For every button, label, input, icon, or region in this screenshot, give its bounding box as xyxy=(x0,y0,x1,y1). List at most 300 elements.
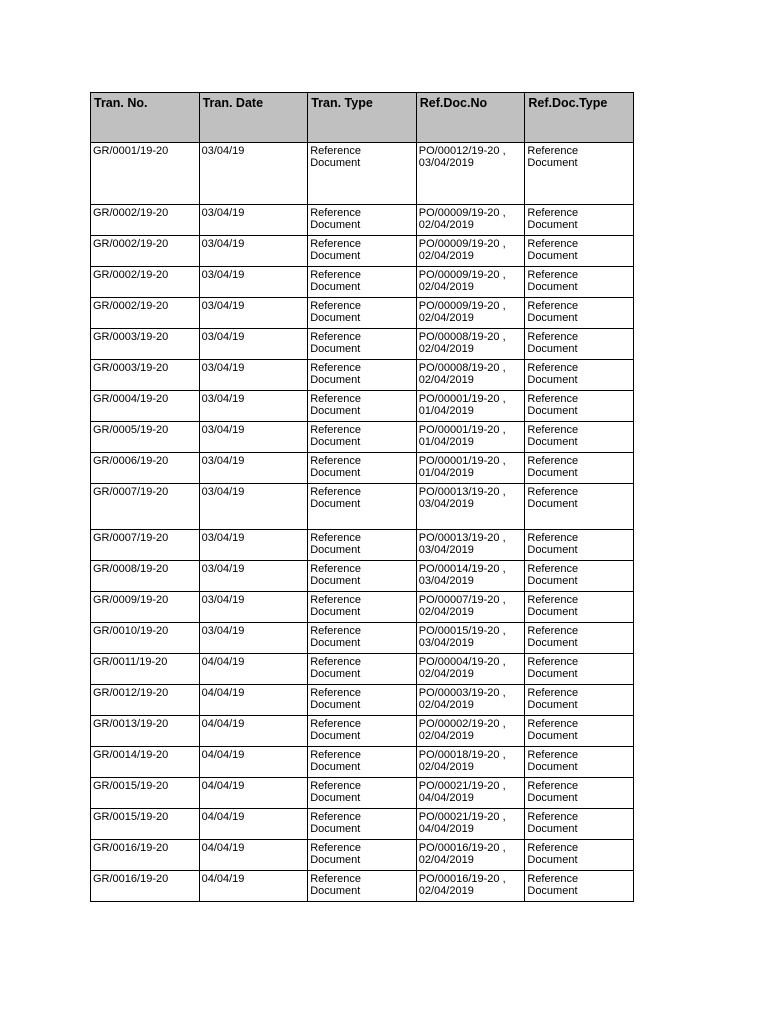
ref-doc-type-line-2: Document xyxy=(527,885,578,898)
ref-doc-no-line-1: PO/00021/19-20 , xyxy=(418,780,506,792)
tran-type-line-2: Document xyxy=(310,157,361,170)
tran-date-text: 03/04/19 xyxy=(201,563,245,575)
cell-tran-no xyxy=(91,840,200,871)
tran-type-line-1: Reference xyxy=(310,718,361,730)
tran-no-text: GR/0003/19-20 xyxy=(93,362,169,374)
table-row xyxy=(91,453,634,484)
table-row xyxy=(91,298,634,329)
tran-date-text: 04/04/19 xyxy=(201,687,245,699)
ref-doc-no-line-2: 02/04/2019 xyxy=(418,343,474,356)
cell-tran-type xyxy=(308,716,417,747)
cell-tran-type xyxy=(308,453,417,484)
ref-doc-type-line-1: Reference xyxy=(527,145,579,157)
cell-ref-doc-no xyxy=(416,716,525,747)
cell-tran-type xyxy=(308,778,417,809)
ref-doc-no-line-2: 02/04/2019 xyxy=(418,374,474,387)
table-row xyxy=(91,592,634,623)
tran-type-line-2: Document xyxy=(310,312,361,325)
ref-doc-no-line-1: PO/00009/19-20 , xyxy=(418,207,506,219)
ref-doc-type-line-2: Document xyxy=(527,405,578,418)
cell-ref-doc-type xyxy=(525,391,634,422)
ref-doc-no-line-1: PO/00014/19-20 , xyxy=(418,563,506,575)
tran-no-text: GR/0015/19-20 xyxy=(93,811,169,823)
cell-tran-date xyxy=(199,778,308,809)
ref-doc-no-line-2: 02/04/2019 xyxy=(418,699,474,712)
column-header-tran-no: Tran. No. xyxy=(91,93,200,143)
column-header-ref-doc-type: Ref.Doc.Type xyxy=(525,93,634,143)
table-row xyxy=(91,716,634,747)
ref-doc-no-line-2: 03/04/2019 xyxy=(418,498,474,511)
ref-doc-no-line-2: 01/04/2019 xyxy=(418,467,474,480)
tran-date-text: 04/04/19 xyxy=(201,656,245,668)
ref-doc-no-line-1: PO/00001/19-20 , xyxy=(418,424,506,436)
tran-no-text: GR/0015/19-20 xyxy=(93,780,169,792)
cell-tran-no xyxy=(91,205,200,236)
tran-type-line-2: Document xyxy=(310,575,361,588)
ref-doc-type-line-1: Reference xyxy=(527,780,579,792)
cell-ref-doc-type xyxy=(525,236,634,267)
ref-doc-type-line-1: Reference xyxy=(527,238,579,250)
table-row xyxy=(91,484,634,530)
tran-no-text: GR/0002/19-20 xyxy=(93,269,169,281)
tran-no-text: GR/0009/19-20 xyxy=(93,594,169,606)
tran-type-line-2: Document xyxy=(310,343,361,356)
tran-type-line-2: Document xyxy=(310,761,361,774)
tran-type-line-2: Document xyxy=(310,668,361,681)
tran-no-text: GR/0007/19-20 xyxy=(93,486,169,498)
cell-tran-type xyxy=(308,623,417,654)
cell-tran-date xyxy=(199,143,308,205)
tran-type-line-1: Reference xyxy=(310,749,361,761)
cell-tran-type xyxy=(308,747,417,778)
cell-ref-doc-type xyxy=(525,422,634,453)
table-header-row xyxy=(91,93,634,143)
tran-date-text: 04/04/19 xyxy=(201,842,245,854)
cell-tran-type xyxy=(308,484,417,530)
tran-type-line-1: Reference xyxy=(310,207,361,219)
tran-date-text: 03/04/19 xyxy=(201,424,245,436)
ref-doc-type-line-2: Document xyxy=(527,374,578,387)
ref-doc-type-line-1: Reference xyxy=(527,563,579,575)
cell-tran-no xyxy=(91,654,200,685)
tran-date-text: 03/04/19 xyxy=(201,393,245,405)
cell-tran-type xyxy=(308,654,417,685)
tran-type-line-1: Reference xyxy=(310,873,361,885)
cell-ref-doc-type xyxy=(525,685,634,716)
cell-tran-type xyxy=(308,360,417,391)
cell-tran-date xyxy=(199,592,308,623)
tran-no-text: GR/0004/19-20 xyxy=(93,393,169,405)
cell-tran-no xyxy=(91,623,200,654)
cell-tran-type xyxy=(308,236,417,267)
ref-doc-no-line-2: 02/04/2019 xyxy=(418,312,474,325)
ref-doc-type-line-2: Document xyxy=(527,157,578,170)
tran-type-line-2: Document xyxy=(310,544,361,557)
cell-tran-date xyxy=(199,453,308,484)
tran-date-text: 03/04/19 xyxy=(201,145,245,157)
cell-ref-doc-no xyxy=(416,329,525,360)
tran-type-line-1: Reference xyxy=(310,625,361,637)
table-row xyxy=(91,236,634,267)
cell-ref-doc-type xyxy=(525,871,634,902)
tran-type-line-2: Document xyxy=(310,823,361,836)
table-row xyxy=(91,143,634,205)
tran-date-text: 04/04/19 xyxy=(201,749,245,761)
ref-doc-no-line-1: PO/00001/19-20 , xyxy=(418,393,506,405)
cell-tran-no xyxy=(91,360,200,391)
cell-ref-doc-type xyxy=(525,267,634,298)
ref-doc-type-line-1: Reference xyxy=(527,625,579,637)
ref-doc-no-line-2: 01/04/2019 xyxy=(418,405,474,418)
ref-doc-no-line-1: PO/00009/19-20 , xyxy=(418,300,506,312)
tran-type-line-2: Document xyxy=(310,436,361,449)
tran-type-line-2: Document xyxy=(310,219,361,232)
cell-tran-date xyxy=(199,561,308,592)
cell-tran-type xyxy=(308,840,417,871)
tran-no-text: GR/0001/19-20 xyxy=(93,145,169,157)
tran-type-line-1: Reference xyxy=(310,269,361,281)
ref-doc-type-line-2: Document xyxy=(527,467,578,480)
ref-doc-no-line-2: 03/04/2019 xyxy=(418,544,474,557)
tran-date-text: 04/04/19 xyxy=(201,873,245,885)
cell-tran-date xyxy=(199,236,308,267)
table-body xyxy=(91,143,634,902)
ref-doc-no-line-1: PO/00009/19-20 , xyxy=(418,238,506,250)
tran-date-text: 03/04/19 xyxy=(201,331,245,343)
tran-type-line-2: Document xyxy=(310,854,361,867)
ref-doc-type-line-2: Document xyxy=(527,730,578,743)
ref-doc-no-line-1: PO/00009/19-20 , xyxy=(418,269,506,281)
tran-no-text: GR/0005/19-20 xyxy=(93,424,169,436)
tran-no-text: GR/0002/19-20 xyxy=(93,300,169,312)
ref-doc-no-line-2: 02/04/2019 xyxy=(418,606,474,619)
tran-type-line-1: Reference xyxy=(310,563,361,575)
column-header-tran-type: Tran. Type xyxy=(308,93,417,143)
cell-ref-doc-no xyxy=(416,840,525,871)
cell-ref-doc-type xyxy=(525,778,634,809)
tran-date-text: 03/04/19 xyxy=(201,269,245,281)
ref-doc-type-line-1: Reference xyxy=(527,687,579,699)
tran-type-line-1: Reference xyxy=(310,532,361,544)
cell-tran-type xyxy=(308,685,417,716)
cell-tran-date xyxy=(199,623,308,654)
cell-ref-doc-type xyxy=(525,840,634,871)
ref-doc-type-line-1: Reference xyxy=(527,393,579,405)
ref-doc-no-line-1: PO/00008/19-20 , xyxy=(418,362,506,374)
cell-ref-doc-type xyxy=(525,716,634,747)
tran-type-line-2: Document xyxy=(310,606,361,619)
ref-doc-no-line-1: PO/00012/19-20 , xyxy=(418,145,506,157)
ref-doc-type-line-1: Reference xyxy=(527,811,579,823)
tran-no-text: GR/0013/19-20 xyxy=(93,718,169,730)
table-row xyxy=(91,871,634,902)
ref-doc-type-line-1: Reference xyxy=(527,594,579,606)
tran-no-text: GR/0002/19-20 xyxy=(93,207,169,219)
cell-ref-doc-no xyxy=(416,623,525,654)
cell-tran-date xyxy=(199,809,308,840)
ref-doc-type-line-2: Document xyxy=(527,761,578,774)
table-row xyxy=(91,205,634,236)
tran-date-text: 03/04/19 xyxy=(201,455,245,467)
cell-ref-doc-no xyxy=(416,561,525,592)
cell-tran-no xyxy=(91,391,200,422)
ref-doc-no-line-1: PO/00001/19-20 , xyxy=(418,455,506,467)
tran-type-line-2: Document xyxy=(310,281,361,294)
ref-doc-no-line-2: 01/04/2019 xyxy=(418,436,474,449)
cell-tran-date xyxy=(199,329,308,360)
tran-type-line-2: Document xyxy=(310,250,361,263)
tran-type-line-1: Reference xyxy=(310,238,361,250)
cell-ref-doc-no xyxy=(416,391,525,422)
column-header-ref-doc-no: Ref.Doc.No xyxy=(416,93,525,143)
ref-doc-type-line-2: Document xyxy=(527,250,578,263)
transactions-table xyxy=(90,92,634,902)
tran-date-text: 03/04/19 xyxy=(201,486,245,498)
tran-type-line-1: Reference xyxy=(310,486,361,498)
cell-ref-doc-no xyxy=(416,809,525,840)
cell-tran-type xyxy=(308,143,417,205)
ref-doc-no-line-1: PO/00013/19-20 , xyxy=(418,532,506,544)
ref-doc-no-line-2: 02/04/2019 xyxy=(418,730,474,743)
table-row xyxy=(91,360,634,391)
cell-ref-doc-type xyxy=(525,747,634,778)
cell-ref-doc-type xyxy=(525,329,634,360)
tran-no-text: GR/0002/19-20 xyxy=(93,238,169,250)
cell-tran-date xyxy=(199,484,308,530)
cell-tran-type xyxy=(308,205,417,236)
cell-tran-date xyxy=(199,716,308,747)
tran-type-line-1: Reference xyxy=(310,687,361,699)
ref-doc-no-line-2: 04/04/2019 xyxy=(418,792,474,805)
table-row xyxy=(91,561,634,592)
cell-tran-no xyxy=(91,530,200,561)
cell-tran-no xyxy=(91,685,200,716)
table-row xyxy=(91,391,634,422)
cell-ref-doc-type xyxy=(525,530,634,561)
table-row xyxy=(91,422,634,453)
cell-tran-type xyxy=(308,809,417,840)
table-row xyxy=(91,623,634,654)
ref-doc-no-line-2: 02/04/2019 xyxy=(418,885,474,898)
cell-ref-doc-type xyxy=(525,484,634,530)
ref-doc-type-line-2: Document xyxy=(527,343,578,356)
tran-date-text: 03/04/19 xyxy=(201,300,245,312)
tran-no-text: GR/0007/19-20 xyxy=(93,532,169,544)
tran-no-text: GR/0016/19-20 xyxy=(93,842,169,854)
table-row xyxy=(91,530,634,561)
ref-doc-no-line-2: 02/04/2019 xyxy=(418,250,474,263)
table-row xyxy=(91,809,634,840)
cell-ref-doc-no xyxy=(416,453,525,484)
tran-no-text: GR/0008/19-20 xyxy=(93,563,169,575)
ref-doc-type-line-2: Document xyxy=(527,668,578,681)
ref-doc-no-line-1: PO/00004/19-20 , xyxy=(418,656,506,668)
cell-ref-doc-type xyxy=(525,453,634,484)
ref-doc-type-line-2: Document xyxy=(527,312,578,325)
tran-type-line-1: Reference xyxy=(310,424,361,436)
ref-doc-type-line-2: Document xyxy=(527,544,578,557)
tran-type-line-2: Document xyxy=(310,792,361,805)
ref-doc-no-line-2: 04/04/2019 xyxy=(418,823,474,836)
tran-date-text: 03/04/19 xyxy=(201,625,245,637)
cell-tran-date xyxy=(199,391,308,422)
ref-doc-no-line-1: PO/00002/19-20 , xyxy=(418,718,506,730)
ref-doc-type-line-2: Document xyxy=(527,854,578,867)
cell-tran-no xyxy=(91,422,200,453)
ref-doc-no-line-2: 03/04/2019 xyxy=(418,637,474,650)
cell-tran-date xyxy=(199,422,308,453)
cell-tran-date xyxy=(199,530,308,561)
cell-tran-type xyxy=(308,530,417,561)
cell-tran-date xyxy=(199,205,308,236)
tran-type-line-1: Reference xyxy=(310,656,361,668)
ref-doc-type-line-1: Reference xyxy=(527,207,579,219)
ref-doc-no-line-1: PO/00016/19-20 , xyxy=(418,873,506,885)
tran-type-line-2: Document xyxy=(310,405,361,418)
cell-tran-no xyxy=(91,298,200,329)
cell-ref-doc-no xyxy=(416,205,525,236)
ref-doc-type-line-1: Reference xyxy=(527,873,579,885)
ref-doc-no-line-1: PO/00008/19-20 , xyxy=(418,331,506,343)
ref-doc-type-line-1: Reference xyxy=(527,656,579,668)
ref-doc-no-line-2: 02/04/2019 xyxy=(418,761,474,774)
tran-date-text: 03/04/19 xyxy=(201,532,245,544)
cell-tran-no xyxy=(91,484,200,530)
cell-ref-doc-no xyxy=(416,530,525,561)
cell-tran-no xyxy=(91,747,200,778)
tran-type-line-1: Reference xyxy=(310,780,361,792)
cell-ref-doc-type xyxy=(525,360,634,391)
ref-doc-no-line-2: 03/04/2019 xyxy=(418,157,474,170)
tran-type-line-2: Document xyxy=(310,498,361,511)
cell-tran-no xyxy=(91,592,200,623)
cell-tran-no xyxy=(91,329,200,360)
cell-tran-no xyxy=(91,236,200,267)
tran-type-line-1: Reference xyxy=(310,393,361,405)
ref-doc-type-line-2: Document xyxy=(527,606,578,619)
cell-tran-date xyxy=(199,747,308,778)
ref-doc-no-line-1: PO/00007/19-20 , xyxy=(418,594,506,606)
ref-doc-type-line-2: Document xyxy=(527,498,578,511)
table-row xyxy=(91,267,634,298)
ref-doc-type-line-1: Reference xyxy=(527,362,579,374)
ref-doc-type-line-1: Reference xyxy=(527,269,579,281)
tran-date-text: 03/04/19 xyxy=(201,594,245,606)
tran-type-line-1: Reference xyxy=(310,455,361,467)
tran-type-line-1: Reference xyxy=(310,331,361,343)
cell-tran-date xyxy=(199,267,308,298)
tran-type-line-1: Reference xyxy=(310,145,361,157)
tran-no-text: GR/0010/19-20 xyxy=(93,625,169,637)
ref-doc-type-line-1: Reference xyxy=(527,455,579,467)
tran-type-line-1: Reference xyxy=(310,811,361,823)
ref-doc-type-line-2: Document xyxy=(527,699,578,712)
cell-tran-no xyxy=(91,871,200,902)
ref-doc-no-line-1: PO/00013/19-20 , xyxy=(418,486,506,498)
cell-tran-type xyxy=(308,267,417,298)
cell-ref-doc-type xyxy=(525,623,634,654)
column-header-tran-date: Tran. Date xyxy=(199,93,308,143)
ref-doc-no-line-1: PO/00015/19-20 , xyxy=(418,625,506,637)
cell-ref-doc-no xyxy=(416,592,525,623)
cell-tran-type xyxy=(308,871,417,902)
cell-tran-no xyxy=(91,716,200,747)
ref-doc-no-line-2: 02/04/2019 xyxy=(418,854,474,867)
cell-ref-doc-no xyxy=(416,360,525,391)
tran-type-line-2: Document xyxy=(310,467,361,480)
cell-tran-no xyxy=(91,143,200,205)
tran-type-line-1: Reference xyxy=(310,300,361,312)
cell-ref-doc-no xyxy=(416,654,525,685)
tran-type-line-2: Document xyxy=(310,374,361,387)
cell-tran-no xyxy=(91,453,200,484)
ref-doc-type-line-2: Document xyxy=(527,637,578,650)
cell-ref-doc-type xyxy=(525,298,634,329)
ref-doc-type-line-2: Document xyxy=(527,436,578,449)
ref-doc-no-line-2: 03/04/2019 xyxy=(418,575,474,588)
cell-ref-doc-no xyxy=(416,778,525,809)
cell-tran-date xyxy=(199,654,308,685)
ref-doc-type-line-1: Reference xyxy=(527,486,579,498)
cell-tran-type xyxy=(308,422,417,453)
ref-doc-type-line-1: Reference xyxy=(527,842,579,854)
cell-tran-date xyxy=(199,871,308,902)
ref-doc-no-line-2: 02/04/2019 xyxy=(418,219,474,232)
ref-doc-no-line-1: PO/00018/19-20 , xyxy=(418,749,506,761)
ref-doc-type-line-1: Reference xyxy=(527,331,579,343)
cell-tran-date xyxy=(199,298,308,329)
cell-ref-doc-type xyxy=(525,205,634,236)
table-row xyxy=(91,329,634,360)
ref-doc-type-line-2: Document xyxy=(527,823,578,836)
tran-type-line-2: Document xyxy=(310,730,361,743)
tran-type-line-2: Document xyxy=(310,699,361,712)
ref-doc-no-line-1: PO/00016/19-20 , xyxy=(418,842,506,854)
tran-type-line-1: Reference xyxy=(310,362,361,374)
tran-date-text: 03/04/19 xyxy=(201,207,245,219)
cell-ref-doc-no xyxy=(416,484,525,530)
tran-no-text: GR/0014/19-20 xyxy=(93,749,169,761)
tran-type-line-1: Reference xyxy=(310,594,361,606)
tran-no-text: GR/0011/19-20 xyxy=(93,656,168,668)
tran-no-text: GR/0012/19-20 xyxy=(93,687,169,699)
cell-ref-doc-no xyxy=(416,267,525,298)
cell-ref-doc-type xyxy=(525,809,634,840)
cell-ref-doc-no xyxy=(416,685,525,716)
cell-tran-no xyxy=(91,267,200,298)
ref-doc-type-line-1: Reference xyxy=(527,424,579,436)
table-row xyxy=(91,747,634,778)
cell-ref-doc-no xyxy=(416,236,525,267)
ref-doc-no-line-1: PO/00021/19-20 , xyxy=(418,811,506,823)
cell-ref-doc-no xyxy=(416,298,525,329)
tran-date-text: 04/04/19 xyxy=(201,811,245,823)
cell-ref-doc-type xyxy=(525,592,634,623)
cell-tran-no xyxy=(91,809,200,840)
tran-no-text: GR/0016/19-20 xyxy=(93,873,169,885)
cell-tran-type xyxy=(308,298,417,329)
ref-doc-type-line-2: Document xyxy=(527,219,578,232)
cell-tran-type xyxy=(308,391,417,422)
table-row xyxy=(91,685,634,716)
tran-date-text: 04/04/19 xyxy=(201,780,245,792)
cell-tran-type xyxy=(308,561,417,592)
cell-tran-date xyxy=(199,360,308,391)
tran-type-line-2: Document xyxy=(310,637,361,650)
cell-ref-doc-type xyxy=(525,561,634,592)
ref-doc-type-line-1: Reference xyxy=(527,749,579,761)
ref-doc-no-line-2: 02/04/2019 xyxy=(418,668,474,681)
